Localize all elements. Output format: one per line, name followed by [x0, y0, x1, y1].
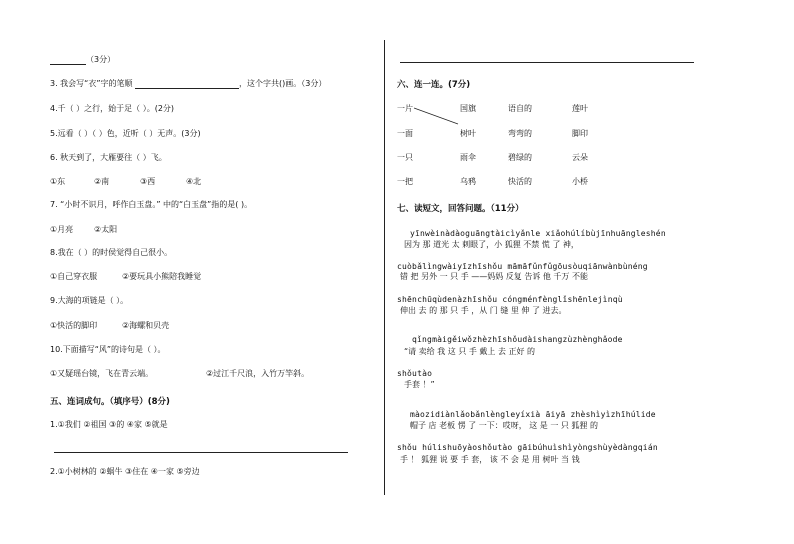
match-item[interactable]: 快活的 [508, 177, 532, 186]
section-6-heading: 六、连一连。(7分) [397, 80, 471, 90]
match-item[interactable]: 乌鸦 [460, 177, 476, 186]
option-a[interactable]: ①又疑瑶台镜，飞在青云端。 [50, 369, 154, 378]
match-item[interactable]: 国旗 [460, 104, 476, 113]
question-10: 10.下面描写“风”的诗句是（ ）。 [50, 345, 166, 354]
section-7-heading: 七、读短文，回答问题。（11分） [397, 204, 524, 214]
match-item[interactable]: 脚印 [572, 129, 588, 138]
sentence-2-words: 2.①小树林的 ②蜗牛 ③住在 ④一家 ⑤旁边 [50, 467, 200, 476]
score-text: （3分） [86, 55, 116, 64]
option-b[interactable]: ②要玩具小熊陪我睡觉 [122, 272, 202, 281]
q3-text2: ，这个字共( [239, 79, 283, 88]
match-item[interactable]: 小桥 [572, 177, 588, 186]
question-5: 5.远看（ ）（ ）色，近听（ ）无声。(3分) [50, 129, 201, 138]
option-b[interactable]: ②过江千尺浪，入竹万竿斜。 [206, 369, 310, 378]
question-4: 4.千（ ）之行，始于足（ ）。(2分) [50, 104, 175, 113]
match-item[interactable]: 一只 [397, 153, 413, 162]
section-5-heading: 五、连词成句。（填序号）(8分) [50, 397, 170, 407]
pinyin-line: qǐngmàigěiwǒzhèzhīshǒudàishangzùzhènghǎode [412, 335, 623, 344]
question-7: 7. “小时不识月，呼作白玉盘。” 中的“白玉盘”指的是( )。 [50, 200, 253, 209]
pinyin-line: shēnchūqùdenàzhīshǒu cóngménfènglǐshēnlejìnqù [397, 295, 623, 304]
sentence-1-words: 1.①我们 ②祖国 ③的 ④家 ⑤就是 [50, 420, 168, 429]
hanzi-line: 帽子 店 老板 愣 了 一下：哎呀， 这 是 一 只 狐狸 的 [410, 421, 598, 430]
match-item[interactable]: 雨伞 [460, 153, 476, 162]
q3-text3: )画。（3分） [282, 79, 327, 88]
match-item[interactable]: 一面 [397, 129, 413, 138]
hanzi-line: 伸出 去 的 那 只 手 ，从 门 缝 里 伸 了 进去。 [400, 306, 567, 315]
option-d[interactable]: ④北 [186, 177, 202, 186]
option-a[interactable]: ①自己穿衣服 [50, 272, 98, 281]
match-item[interactable]: 云朵 [572, 153, 588, 162]
option-b[interactable]: ②海螺和贝壳 [122, 321, 170, 330]
match-item[interactable]: 弯弯的 [508, 129, 532, 138]
match-item[interactable]: 树叶 [460, 129, 476, 138]
match-item[interactable]: 莲叶 [572, 104, 588, 113]
question-9: 9.大海的项链是（ ）。 [50, 296, 129, 305]
hanzi-line: “请 卖给 我 这 只 手 戴上 去 正好 的 [404, 347, 536, 356]
hanzi-line: 手套 ！” [404, 380, 435, 389]
option-b[interactable]: ②太阳 [94, 225, 118, 234]
option-b[interactable]: ②南 [94, 177, 110, 186]
q3-text: 3. 我会写“衣”字的笔顺 [50, 79, 133, 88]
option-c[interactable]: ③西 [140, 177, 156, 186]
match-item[interactable]: 一片 [397, 104, 413, 113]
pinyin-line: màozidiànlǎobǎnlèngleyíxià āiyā zhèshìyìzhīhúlide [410, 410, 656, 419]
pinyin-line: shǒutào [397, 369, 433, 378]
pinyin-line: shǒu húlishuōyàoshǒutào gāibúhuìshìyòngshùyèdàngqián [397, 443, 658, 452]
match-item[interactable]: 一把 [397, 177, 413, 186]
option-a[interactable]: ①东 [50, 177, 66, 186]
hanzi-line: 错 把 另外 一 只 手 ——妈妈 反复 告诉 他 千万 不能 [400, 272, 588, 281]
match-item[interactable]: 碧绿的 [508, 153, 532, 162]
match-item[interactable]: 语自的 [508, 104, 532, 113]
question-8: 8.我在（ ）的时侯觉得自己很小。 [50, 248, 173, 257]
hanzi-line: 手 ！ 狐狸 说 要 手 套， 该 不 会 是 用 树叶 当 钱 [400, 455, 580, 464]
option-a[interactable]: ①月亮 [50, 225, 74, 234]
pinyin-line: yīnwèinàdàoguāngtàicìyǎnle xiǎohúlíbùjīnhuāngleshén [410, 229, 666, 238]
question-6: 6. 秋天到了，大雁要往（ ）飞。 [50, 153, 167, 162]
pinyin-line: cuòbǎlìngwàiyīzhīshǒu māmāfǔnfǔgōusòuqiānwànbùnéng [397, 262, 648, 271]
option-a[interactable]: ①快活的脚印 [50, 321, 98, 330]
hanzi-line: 因为 那 道光 太 刺眼了，小 狐狸 不禁 慌 了 神， [404, 240, 579, 249]
